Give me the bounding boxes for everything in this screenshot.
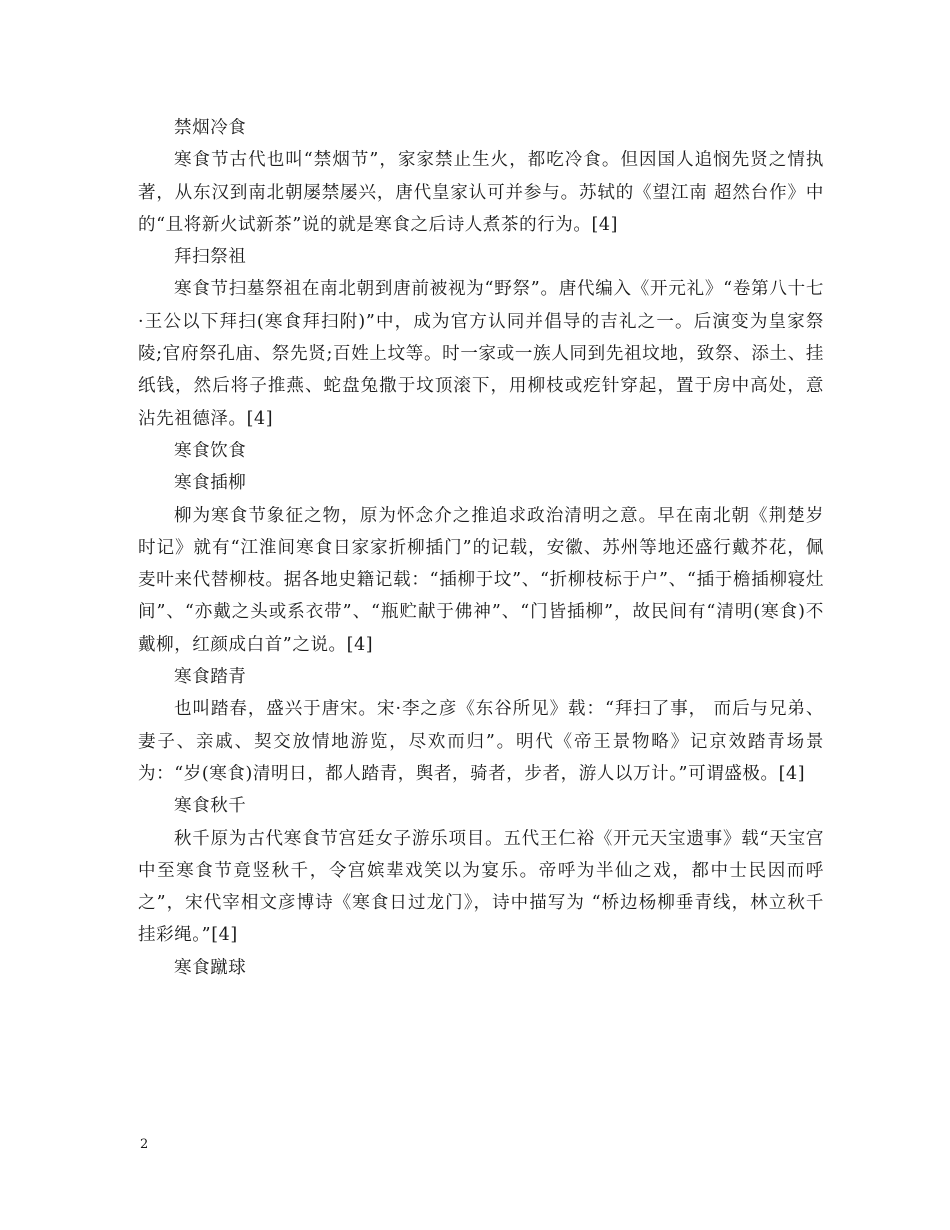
page-number: 2	[140, 1137, 149, 1152]
section-heading-qiuqian: 寒食秋千	[174, 796, 247, 817]
section-heading-jinyan: 禁烟冷食	[174, 118, 247, 138]
section-heading-baisao: 拜扫祭祖	[174, 247, 247, 268]
section-heading-cuqiu: 寒食蹴球	[174, 957, 247, 978]
document-body	[138, 112, 824, 984]
section-text-baisao: 寒食节扫墓祭祖在南北朝到唐前被视为“野祭”。唐代编入《开元礼》“卷第八十七·王公以下拜扫(寒食拜扫附)”中，成为官方认同并倡导的吉礼之一。后演变为皇家祭陵;官府祭孔庙、祭先贤;百姓上坟等。时一家或一族人同到先祖坟地，致祭、添土、挂纸钱，然后将子推燕、蛇盘兔撒于坟顶滚下，用柳枝或疙针穿起，置于房中高处，意沾先祖德泽。[4]	[138, 279, 824, 429]
section-text-jinyan: 寒食节古代也叫“禁烟节”，家家禁止生火，都吃冷食。但因国人追悯先贤之情执著，从东汉到南北朝屡禁屡兴，唐代皇家认可并参与。苏轼的《望江南 超然台作》中的“且将新火试新茶”说的就是寒食之后诗人煮茶的行为。[4]	[138, 150, 824, 235]
section-text-chaliu: 柳为寒食节象征之物，原为怀念介之推追求政治清明之意。早在南北朝《荆楚岁时记》就有“江淮间寒食日家家折柳插门”的记载，安徽、苏州等地还盛行戴芥花，佩麦叶来代替柳枝。据各地史籍记载：“插柳于坟”、“折柳枝标于户”、“插于檐插柳寝灶间”、“亦戴之头或系衣带”、“瓶贮献于佛神”、“门皆插柳”，故民间有“清明(寒食)不戴柳，红颜成白首”之说。[4]	[138, 505, 824, 655]
section-text-taqing: 也叫踏春，盛兴于唐宋。宋·李之彦《东谷所见》载：“拜扫了事， 而后与兄弟、妻子、亲戚、契交放情地游览，尽欢而归”。明代《帝王景物略》记京效踏青场景为：“岁(寒食)清明日，都人踏青，舆者，骑者，步者，游人以万计。”可谓盛极。[4]	[138, 699, 824, 784]
section-heading-chaliu: 寒食插柳	[174, 473, 247, 494]
section-text-qiuqian: 秋千原为古代寒食节宫廷女子游乐项目。五代王仁裕《开元天宝遗事》载“天宝宫中至寒食节竟竖秋千，令宫嫔辈戏笑以为宴乐。帝呼为半仙之戏，都中士民因而呼之”，宋代宰相文彦博诗《寒食日过龙门》，诗中描写为 “桥边杨柳垂青线，林立秋千挂彩绳。”[4]	[138, 828, 824, 946]
section-heading-taqing: 寒食踏青	[174, 667, 247, 688]
section-heading-yinshi: 寒食饮食	[174, 440, 247, 461]
